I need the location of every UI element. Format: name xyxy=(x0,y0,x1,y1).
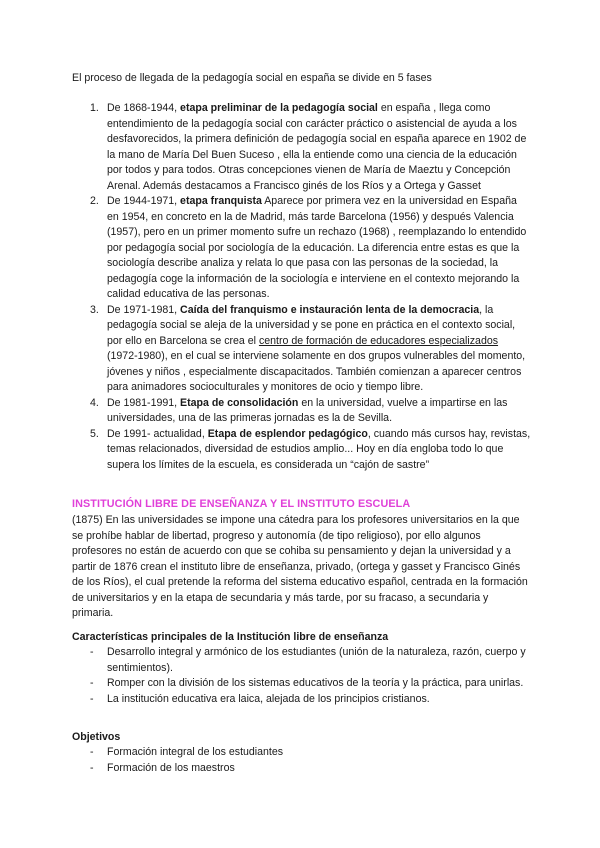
list-item xyxy=(90,427,531,474)
list-item xyxy=(90,692,527,708)
dash-bullet: - xyxy=(90,746,94,758)
dash-bullet: - xyxy=(90,677,94,689)
list-item-text: La institución educativa era laica, alejada de los principios cristianos. xyxy=(107,692,430,705)
list-item xyxy=(90,194,531,303)
phases-list xyxy=(90,101,531,473)
dash-bullet: - xyxy=(90,646,94,658)
phase-intro: De 1981-1991, xyxy=(107,396,181,409)
phase-intro: De 1868-1944, xyxy=(107,102,181,114)
dash-bullet: - xyxy=(90,761,94,774)
list-number: 3. xyxy=(90,303,99,316)
phase-text: en españa , llega como entendimiento de la pedagogía social con carácter práctico o asistencial de ayuda a los desfavorecidos, la primera definición de pedagogía social en españa aparece en 1902 de la mano de María Del Buen Suceso , ella la entiende como una ciencia de la educación por todos y para todos. Otras concepciones vienen de María de Maeztu y Concepción Arenal. Además destacamos a Francisco ginés de los Ríos y a Ortega y Gasset xyxy=(107,102,527,192)
section-paragraph: (1875) En las universidades se impone una cátedra para los profesores universitarios en la que se prohíbe hablar de libertad, progreso y autonomía (de tipo religioso), por ello algunos profesores no están de acuerdo con que se cohiba su pensamiento y dejan la universidad y a partir de 1876 crean el instituto libre de enseñanza, privado, (ortega y gasset y Francisco Ginés de los Ríos), el cual pretende la reforma del sistema educativo español, centrada en la formación de universitarios y en la etapa de secundaria y más tarde, por su fracaso, a secundaria y primaria. xyxy=(72,514,528,619)
phase-text: en la universidad, vuelve a impartirse en las universidades, una de las primeras jornadas es la de Sevilla. xyxy=(107,396,508,424)
section-heading: INSTITUCIÓN LIBRE DE ENSEÑANZA Y EL INSTITUTO ESCUELA xyxy=(72,498,411,510)
list-item xyxy=(90,303,531,396)
list-item xyxy=(90,676,527,692)
list-number: 2. xyxy=(90,195,99,207)
list-number: 1. xyxy=(90,102,99,114)
phase-title: etapa preliminar de la pedagogía social xyxy=(180,102,378,114)
list-item xyxy=(90,745,527,761)
list-item xyxy=(90,645,527,676)
phase-intro: De 1944-1971, xyxy=(107,195,181,207)
intro-paragraph: El proceso de llegada de la pedagogía social en españa se divide en 5 fases xyxy=(72,72,432,84)
dash-bullet: - xyxy=(90,692,94,705)
phase-title: Caída del franquismo e instauración lenta de la democracia xyxy=(180,303,480,316)
list-item xyxy=(90,101,531,194)
phase-intro: De 1971-1981, xyxy=(107,303,181,316)
list-item xyxy=(90,396,531,427)
phase-text: (1972-1980), en el cual se interviene solamente en dos grupos vulnerables del momento, jóvenes y niños , especialmente discapacitados. También comienzan a aparecer centros para animadores socioculturales y monitores de ocio y tiempo libre. xyxy=(107,350,526,393)
list-item-text: Romper con la división de los sistemas educativos de la teoría y la práctica, para unirlas. xyxy=(107,677,524,689)
list-item xyxy=(90,761,527,777)
objectives-heading: Objetivos xyxy=(72,731,121,743)
phase-title: etapa franquista xyxy=(180,195,262,207)
phase-text: , cuando más cursos hay, revistas, temas relacionados, diversidad de estudios amplio... Hoy en día engloba todo lo que supera los límites de la escuela, es considerada un “cajón de sastre” xyxy=(107,427,531,471)
phase-intro: De 1991- actualidad, xyxy=(107,427,208,440)
phase-title: Etapa de esplendor pedagógico xyxy=(207,427,368,440)
phase-title: Etapa de consolidación xyxy=(180,396,299,409)
list-item-text: Formación integral de los estudiantes xyxy=(107,746,284,758)
phase-text: Aparece por primera vez en la universidad en España en 1954, en concreto en la de Madrid, más tarde Barcelona (1956) y después Valencia (1957), pero en un primer momento sufre un rechazo (1968) , reemplazando lo entendido por pedagogía social por sociología de la educación. La diferencia entre estas es que la sociología describe analiza y relata lo que pasa con las personas de la sociedad, la pedagogía coge la información de la sociología e interviene en el contexto mejorando la calidad educativa de las personas. xyxy=(107,195,527,300)
underlined-term: centro de formación de educadores especializados xyxy=(258,334,499,347)
phase-text: , la pedagogía social se aleja de la universidad y se pone en práctica en el contexto social, por ello en Barcelona se crea el xyxy=(107,303,516,347)
list-item-text: Formación de los maestros xyxy=(107,761,235,774)
objectives-list xyxy=(90,745,527,776)
features-list xyxy=(90,645,527,707)
features-heading: Características principales de la Institución libre de enseñanza xyxy=(72,631,389,643)
list-number: 4. xyxy=(90,396,99,409)
list-item-text: Desarrollo integral y armónico de los estudiantes (unión de la naturaleza, razón, cuerpo y sentimientos). xyxy=(107,646,526,674)
list-number: 5. xyxy=(90,427,99,440)
